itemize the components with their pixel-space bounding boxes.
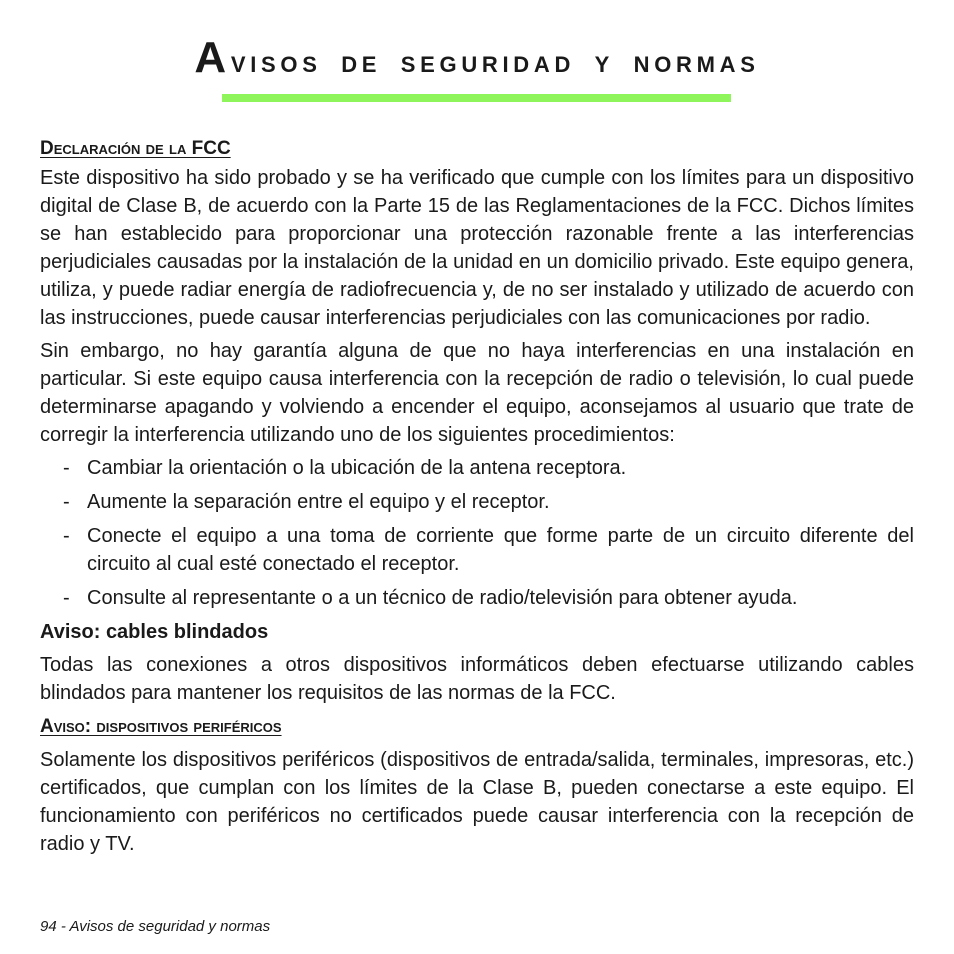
fcc-paragraph-1: Este dispositivo ha sido probado y se ha verificado que cumple con los límites para un dispositivo digital de Clase B, de acuerdo con la Parte 15 de las Reglamentaciones de la FCC. Dichos límites se han establecido para proporcionar una protección razonable frente a las interferencias perjudiciales causadas por la instalación de la unidad en un domicilio privado. Este equipo genera, utiliza, y puede radiar energía de radiofrecuencia y, de no ser instalado y utilizado de acuerdo con las instrucciones, puede causar interferencias perjudiciales con las comunicaciones por radio. [40, 167, 914, 329]
fcc-paragraph-2: Sin embargo, no hay garantía alguna de que no haya interferencias en una instalación en particular. Si este equipo causa interferencia con la recepción de radio o televisión, lo cual puede determinarse apagando y volviendo a encender el equipo, aconsejamos al usuario que trate de corregir la interferencia utilizando uno de los siguientes procedimientos: [40, 340, 914, 446]
list-dash: - [63, 457, 70, 479]
list-item-text: Aumente la separación entre el equipo y el receptor. [87, 491, 550, 513]
fcc-section-heading: Declaración de la FCC [40, 138, 231, 159]
fcc-heading-wrap [40, 135, 914, 164]
list-item-text: Conecte el equipo a una toma de corriente que forme parte de un circuito diferente del circuito al cual esté conectado el receptor. [87, 525, 914, 575]
list-item-text: Consulte al representante o a un técnico de radio/televisión para obtener ayuda. [87, 587, 798, 609]
peripherals-section-heading: Aviso: dispositivos periféricos [40, 716, 282, 737]
list-item [40, 488, 914, 516]
list-item [40, 584, 914, 612]
page-title [40, 30, 914, 89]
peripherals-paragraph: Solamente los dispositivos periféricos (dispositivos de entrada/salida, terminales, impresoras, etc.) certificados, que cumplan con los límites de la Clase B, pueden conectarse a este equipo. El funcionamiento con periféricos no certificados puede causar interferencia con la recepción de radio y TV. [40, 749, 914, 855]
page-title-rest: visos de seguridad y normas [230, 43, 760, 79]
list-dash: - [63, 491, 70, 513]
page-title-initial: A [194, 33, 231, 82]
page-footer: 94 - Avisos de seguridad y normas [40, 918, 271, 935]
title-underline-bar [222, 94, 731, 102]
list-dash: - [63, 587, 70, 609]
procedures-list [40, 454, 914, 612]
cables-section-heading: Aviso: cables blindados [40, 621, 269, 643]
document-page [40, 0, 914, 954]
list-item [40, 522, 914, 578]
peripherals-heading-wrap [40, 713, 914, 742]
cables-paragraph: Todas las conexiones a otros dispositivos informáticos deben efectuarse utilizando cables blindados para mantener los requisitos de las normas de la FCC. [40, 654, 914, 704]
content-body [40, 135, 914, 858]
list-dash: - [63, 525, 70, 547]
list-item [40, 454, 914, 482]
list-item-text: Cambiar la orientación o la ubicación de la antena receptora. [87, 457, 627, 479]
